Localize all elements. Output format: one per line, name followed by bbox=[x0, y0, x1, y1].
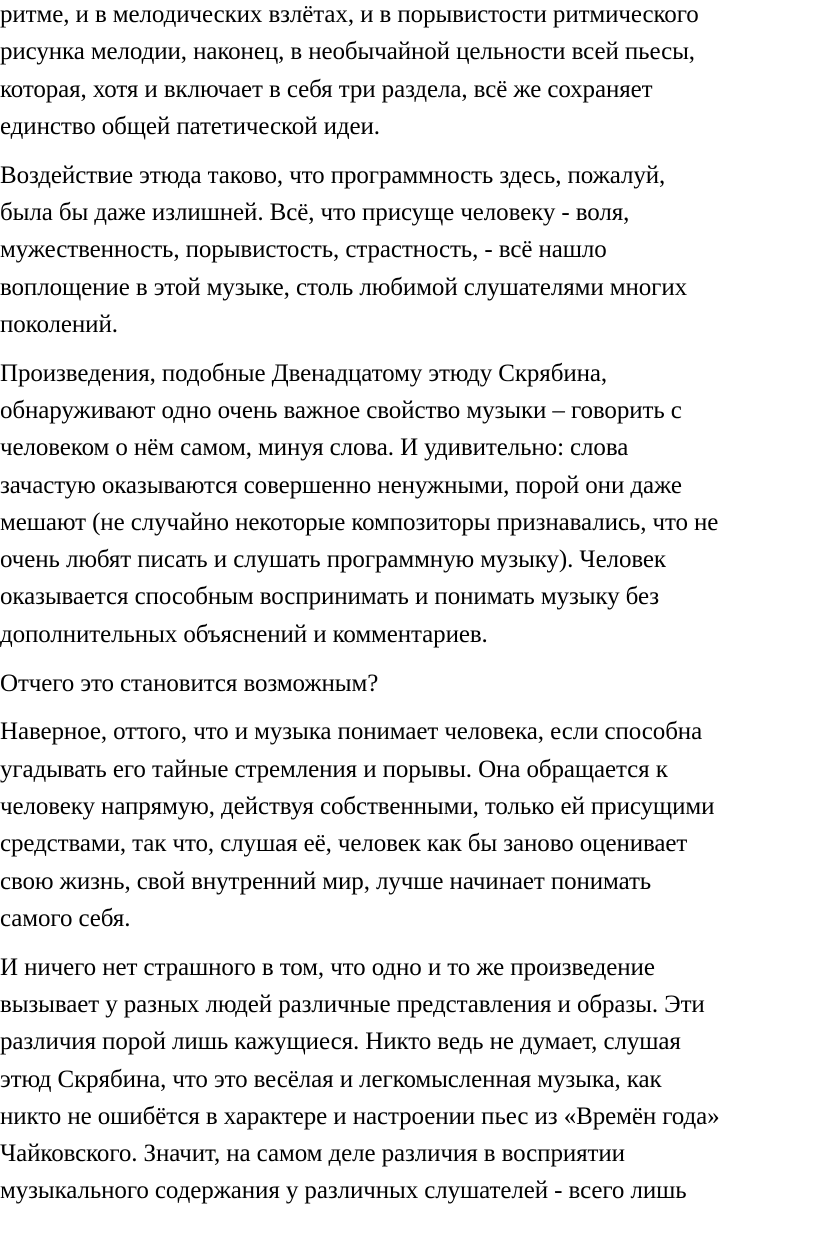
text-line: которая, хотя и включает в себя три раздела, всё же сохраняет bbox=[0, 75, 653, 103]
text-line: человеку напрямую, действуя собственными, только ей присущими bbox=[0, 792, 715, 820]
text-line: единство общей патетической идеи. bbox=[0, 112, 380, 140]
text-line: очень любят писать и слушать программную музыку). Человек bbox=[0, 546, 666, 574]
text-line: самого себя. bbox=[0, 904, 131, 932]
text-line: была бы даже излишней. Всё, что присуще человеку - воля, bbox=[0, 198, 630, 226]
text-line: различия порой лишь кажущиеся. Никто ведь не думает, слушая bbox=[0, 1028, 681, 1056]
text-line: обнаруживают одно очень важное свойство музыки – говорить с bbox=[0, 396, 682, 424]
text-line: дополнительных объяснений и комментариев. bbox=[0, 620, 488, 648]
paragraph-1 bbox=[0, 0, 816, 145]
text-line: Произведения, подобные Двенадцатому этюду Скрябина, bbox=[0, 359, 608, 387]
paragraph-3 bbox=[0, 355, 816, 653]
text-line: человеком о нём самом, минуя слова. И удивительно: слова bbox=[0, 434, 629, 462]
text-line: рисунка мелодии, наконец, в необычайной цельности всей пьесы, bbox=[0, 38, 695, 66]
text-line: средствами, так что, слушая её, человек как бы заново оценивает bbox=[0, 830, 688, 858]
text-line: музыкального содержания у различных слушателей - всего лишь bbox=[0, 1177, 687, 1205]
text-line: вызывает у разных людей различные представления и образы. Эти bbox=[0, 990, 705, 1018]
text-line: Наверное, оттого, что и музыка понимает человека, если способна bbox=[0, 718, 703, 746]
text-line: этюд Скрябина, что это весёлая и легкомысленная музыка, как bbox=[0, 1065, 662, 1093]
text-line: Чайковского. Значит, на самом деле различия в восприятии bbox=[0, 1140, 625, 1168]
text-line: поколений. bbox=[0, 310, 118, 338]
text-line: мешают (не случайно некоторые композиторы признавались, что не bbox=[0, 508, 719, 536]
text-line: Отчего это становится возможным? bbox=[0, 669, 379, 697]
paragraph-2 bbox=[0, 157, 816, 343]
text-line: ритме, и в мелодических взлётах, и в порывистости ритмического bbox=[0, 1, 699, 28]
paragraph-5 bbox=[0, 713, 816, 937]
text-line: воплощение в этой музыке, столь любимой слушателями многих bbox=[0, 273, 687, 301]
text-line: И ничего нет страшного в том, что одно и то же произведение bbox=[0, 953, 655, 981]
text-line: свою жизнь, свой внутренний мир, лучше начинает понимать bbox=[0, 867, 652, 895]
paragraph-6 bbox=[0, 949, 816, 1210]
text-line: мужественность, порывистость, страстность, - всё нашло bbox=[0, 236, 607, 264]
text-line: никто не ошибётся в характере и настроении пьес из «Времён года» bbox=[0, 1102, 720, 1130]
paragraph-4 bbox=[0, 665, 816, 702]
text-line: Воздействие этюда таково, что программность здесь, пожалуй, bbox=[0, 161, 666, 189]
text-line: оказывается способным воспринимать и понимать музыку без bbox=[0, 583, 660, 611]
text-line: зачастую оказываются совершенно ненужными, порой они даже bbox=[0, 471, 682, 499]
text-line: угадывать его тайные стремления и порывы. Она обращается к bbox=[0, 755, 668, 783]
